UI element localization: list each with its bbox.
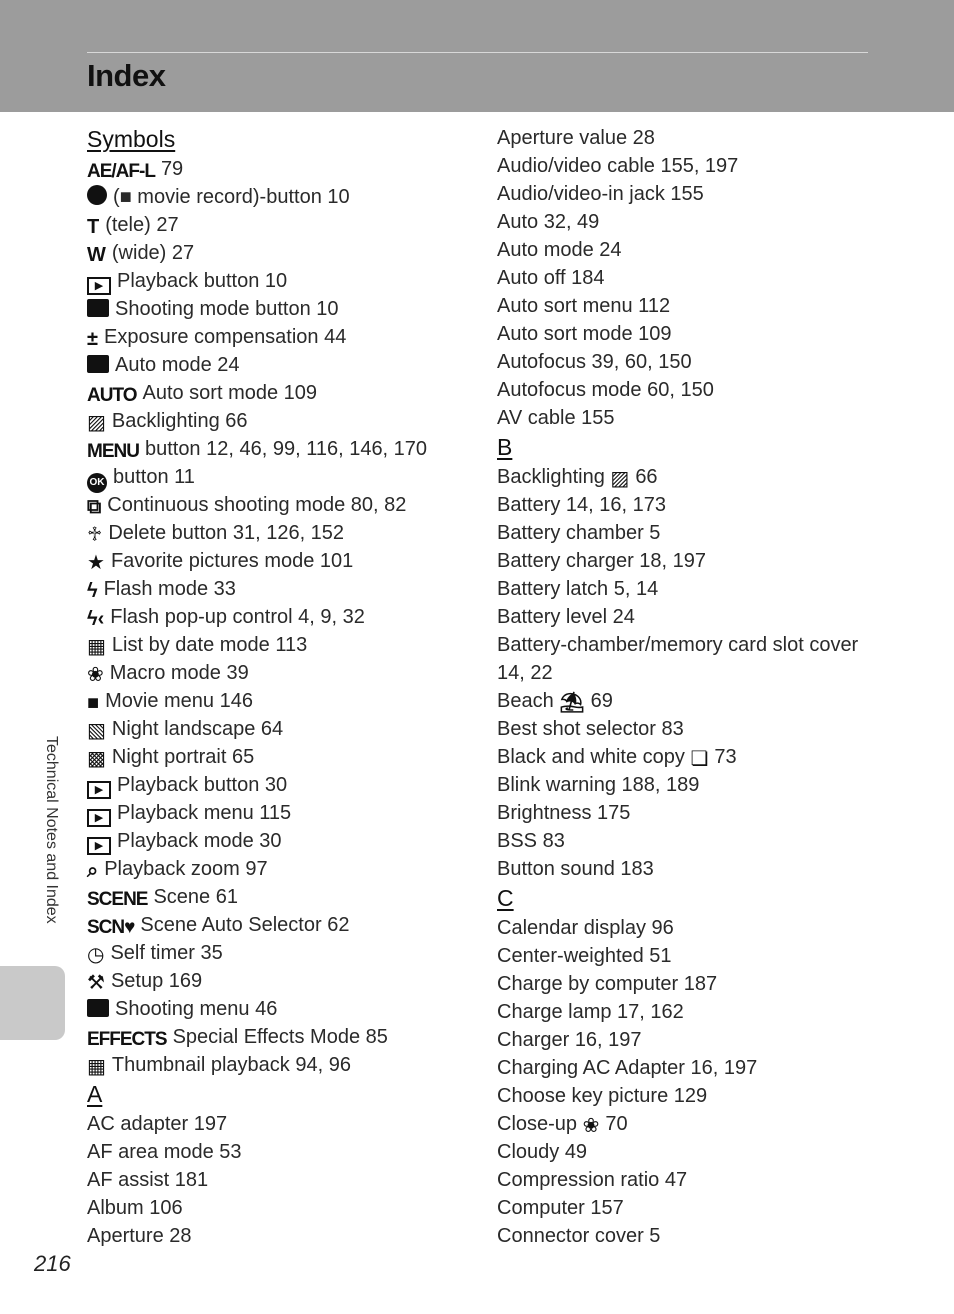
entry-text: Night landscape 64 xyxy=(111,718,284,740)
index-entry xyxy=(87,519,487,547)
ok-icon: OK xyxy=(87,473,107,493)
entry-text: Macro mode 39 xyxy=(109,662,249,684)
entry-text: Blink warning 188, 189 xyxy=(497,774,700,796)
index-entry xyxy=(87,715,487,743)
entry-text: Movie menu 146 xyxy=(105,690,253,712)
index-entry xyxy=(497,1082,877,1110)
entry-text: Compression ratio 47 xyxy=(497,1169,688,1191)
index-entry xyxy=(87,855,487,883)
index-entry xyxy=(87,1023,487,1051)
section-head-b: B xyxy=(497,434,513,460)
section-head-symbols: Symbols xyxy=(87,126,176,152)
index-entry: Audio/video cable 155, 197 xyxy=(497,155,739,177)
entry-text: Cloudy 49 xyxy=(497,1141,588,1163)
movie-icon: ■ xyxy=(87,692,100,714)
b-entries-list xyxy=(497,463,877,883)
entry-text: Battery charger 18, 197 xyxy=(497,550,707,572)
index-entry xyxy=(87,1051,487,1079)
entry-text: Battery latch 5, 14 xyxy=(497,578,659,600)
entry-text: BSS 83 xyxy=(497,830,565,852)
playback-button-icon: ▶ xyxy=(87,781,111,799)
entry-text: 66 xyxy=(635,466,658,488)
index-column-left xyxy=(87,124,487,1250)
index-entry: Autofocus 39, 60, 150 xyxy=(497,351,692,373)
index-column-right xyxy=(497,124,877,1250)
entry-text: Exposure compensation 44 xyxy=(103,326,347,348)
entry-text: Favorite pictures mode 101 xyxy=(110,550,354,572)
index-entry xyxy=(87,659,487,687)
index-entry xyxy=(87,939,487,967)
section-side-tab xyxy=(0,966,65,1040)
index-entry xyxy=(87,491,487,519)
entry-text: Continuous shooting mode 80, 82 xyxy=(107,494,407,516)
entry-text: Black and white copy xyxy=(497,746,685,768)
index-entry: Audio/video-in jack 155 xyxy=(497,183,704,205)
entry-text: Best shot selector 83 xyxy=(497,718,684,740)
entry-text: Battery level 24 xyxy=(497,606,635,628)
entry-text: Setup 169 xyxy=(110,970,203,992)
entry-text: Backlighting xyxy=(497,466,605,488)
index-entry: AF assist 181 xyxy=(87,1169,209,1191)
entry-text: List by date mode 113 xyxy=(111,634,308,656)
self-timer-icon: ◷ xyxy=(87,944,105,966)
section-side-label: Technical Notes and Index xyxy=(43,736,60,924)
index-entry xyxy=(87,295,487,323)
index-entry xyxy=(87,323,487,351)
playback-button-icon: ▶ xyxy=(87,277,111,295)
entry-text: Playback button 30 xyxy=(117,774,288,796)
entry-text: (■ movie record)-button 10 xyxy=(113,186,350,208)
index-entry xyxy=(87,911,487,939)
entry-text: 70 xyxy=(605,1113,628,1135)
index-entry xyxy=(87,743,487,771)
playback-button-icon: ▶ xyxy=(87,809,111,827)
index-entry xyxy=(87,267,487,295)
beach-icon: ⛱ xyxy=(559,692,585,714)
index-entry xyxy=(497,603,877,631)
c-entries-list xyxy=(497,914,877,1250)
a-entries-list-continued xyxy=(497,124,877,432)
entry-text: Connector cover 5 xyxy=(497,1225,661,1247)
entry-text: 79 xyxy=(160,158,184,180)
entry-text: (tele) 27 xyxy=(105,214,179,236)
camera-icon xyxy=(87,299,109,317)
entry-text: Night portrait 65 xyxy=(111,746,255,768)
index-entry: AF area mode 53 xyxy=(87,1141,242,1163)
scene-auto-icon: SCN♥ xyxy=(87,917,135,938)
index-entry xyxy=(497,743,877,771)
section-head-c: C xyxy=(497,885,514,911)
entry-text: Choose key picture 129 xyxy=(497,1085,708,1107)
index-entry xyxy=(497,463,877,491)
entry-text: 69 xyxy=(590,690,613,712)
entry-text: Battery 14, 16, 173 xyxy=(497,494,667,516)
index-entry xyxy=(497,771,877,799)
entry-text: Flash pop-up control 4, 9, 32 xyxy=(110,606,365,628)
entry-text: button 11 xyxy=(113,466,195,488)
index-entry: Album 106 xyxy=(87,1197,183,1219)
entry-text: Thumbnail playback 94, 96 xyxy=(111,1054,351,1076)
playback-button-icon: ▶ xyxy=(87,837,111,855)
index-entry xyxy=(87,435,487,463)
index-entry xyxy=(497,715,877,743)
entry-text: Scene Auto Selector 62 xyxy=(140,914,350,936)
index-entry xyxy=(497,1110,877,1138)
entry-text: Computer 157 xyxy=(497,1197,624,1219)
camera-icon xyxy=(87,999,109,1017)
entry-text: Shooting menu 46 xyxy=(115,998,278,1020)
index-entry xyxy=(87,575,487,603)
index-entry xyxy=(87,407,487,435)
entry-text: Beach xyxy=(497,690,554,712)
index-entry xyxy=(497,631,877,687)
index-entry: Auto sort mode 109 xyxy=(497,323,672,345)
index-entry xyxy=(497,1194,877,1222)
index-entry xyxy=(87,883,487,911)
entry-text: Charge by computer 187 xyxy=(497,973,718,995)
close-up-icon: ❀ xyxy=(582,1115,600,1137)
symbols-list xyxy=(87,155,487,1079)
index-entry xyxy=(87,351,487,379)
index-entry: Auto off 184 xyxy=(497,267,605,289)
setup-wrench-icon: ⚒ xyxy=(87,972,105,994)
index-entry xyxy=(87,155,487,183)
index-entry xyxy=(497,519,877,547)
entry-text: Playback menu 115 xyxy=(117,802,292,824)
flash-icon: ϟ xyxy=(87,580,98,602)
tele-icon: T xyxy=(87,216,100,238)
index-entry xyxy=(497,942,877,970)
index-entry xyxy=(497,914,877,942)
index-entry xyxy=(87,463,487,491)
entry-text: Calendar display 96 xyxy=(497,917,674,939)
macro-icon: ❀ xyxy=(87,664,104,686)
section-head-a: A xyxy=(87,1081,103,1107)
entry-text: Brightness 175 xyxy=(497,802,631,824)
bw-copy-icon: ❏ xyxy=(690,748,709,770)
index-entry xyxy=(87,799,487,827)
index-entry xyxy=(497,1138,877,1166)
index-entry xyxy=(497,491,877,519)
night-landscape-icon: ▧ xyxy=(87,720,106,742)
index-entry xyxy=(87,687,487,715)
entry-text: Charge lamp 17, 162 xyxy=(497,1001,684,1023)
index-entry xyxy=(87,967,487,995)
index-entry xyxy=(87,631,487,659)
entry-text: Delete button 31, 126, 152 xyxy=(108,522,345,544)
movie-record-button-icon xyxy=(87,185,107,205)
backlighting-icon: ▨ xyxy=(87,412,106,434)
night-portrait-icon: ▩ xyxy=(87,748,106,770)
entry-text: 73 xyxy=(714,746,737,768)
scene-icon: SCENE xyxy=(87,889,148,910)
index-entry xyxy=(87,547,487,575)
entry-text: Battery chamber 5 xyxy=(497,522,661,544)
index-entry: AV cable 155 xyxy=(497,407,615,429)
index-entry xyxy=(497,855,877,883)
flash-popup-icon: ϟ‹ xyxy=(87,608,105,630)
exposure-compensation-icon: ± xyxy=(87,328,98,350)
entry-text: Auto sort mode 109 xyxy=(142,382,318,404)
index-entry: Autofocus mode 60, 150 xyxy=(497,379,714,401)
index-entry: Auto 32, 49 xyxy=(497,211,600,233)
page-number: 216 xyxy=(34,1251,71,1276)
entry-text: Scene 61 xyxy=(153,886,238,908)
entry-text: Shooting mode button 10 xyxy=(115,298,339,320)
index-entry xyxy=(497,970,877,998)
index-entry xyxy=(87,995,487,1023)
index-entry xyxy=(497,1222,877,1250)
entry-text: Charger 16, 197 xyxy=(497,1029,642,1051)
index-entry xyxy=(497,827,877,855)
entry-text: Charging AC Adapter 16, 197 xyxy=(497,1057,758,1079)
camera-icon xyxy=(87,355,109,373)
a-entries-list xyxy=(87,1110,487,1250)
index-entry: Aperture 28 xyxy=(87,1225,192,1247)
index-entry xyxy=(497,1166,877,1194)
index-entry xyxy=(87,239,487,267)
entry-text: Button sound 183 xyxy=(497,858,654,880)
auto-sort-icon: AUTO xyxy=(87,385,137,406)
index-entry xyxy=(87,827,487,855)
index-entry: Auto mode 24 xyxy=(497,239,622,261)
index-entry xyxy=(497,1026,877,1054)
entry-text: Playback button 10 xyxy=(117,270,288,292)
index-entry xyxy=(87,379,487,407)
index-entry: Aperture value 28 xyxy=(497,127,655,149)
index-entry xyxy=(87,771,487,799)
wide-icon: W xyxy=(87,244,106,266)
zoom-icon: ⌕ xyxy=(87,860,99,882)
entry-text: Center-weighted 51 xyxy=(497,945,672,967)
entry-text: Close-up xyxy=(497,1113,578,1135)
index-entry: AC adapter 197 xyxy=(87,1113,228,1135)
ae-af-lock-icon: AE/AF-L xyxy=(87,161,155,182)
effects-icon: EFFECTS xyxy=(87,1029,167,1050)
entry-text: Auto mode 24 xyxy=(115,354,240,376)
entry-text: Playback zoom 97 xyxy=(104,858,268,880)
entry-text: Battery-chamber/memory card slot cover 14, 22 xyxy=(497,634,859,684)
entry-text: Special Effects Mode 85 xyxy=(172,1026,388,1048)
entry-text: (wide) 27 xyxy=(111,242,195,264)
continuous-shooting-icon: ⧉ xyxy=(87,496,102,518)
index-entry xyxy=(497,575,877,603)
page-header xyxy=(0,0,954,112)
index-entry xyxy=(497,1054,877,1082)
thumbnail-icon: ▦ xyxy=(87,1056,106,1078)
index-entry xyxy=(87,603,487,631)
trash-icon: ♱ xyxy=(87,524,103,546)
index-entry xyxy=(497,998,877,1026)
entry-text: button 12, 46, 99, 116, 146, 170 xyxy=(144,438,428,460)
entry-text: Self timer 35 xyxy=(110,942,223,964)
index-entry xyxy=(87,183,487,211)
menu-icon: MENU xyxy=(87,441,139,462)
page-title: Index xyxy=(87,58,166,93)
entry-text: Backlighting 66 xyxy=(111,410,248,432)
index-entry xyxy=(497,799,877,827)
index-entry xyxy=(497,687,877,715)
entry-text: Flash mode 33 xyxy=(103,578,236,600)
entry-text: Playback mode 30 xyxy=(117,830,282,852)
index-entry xyxy=(87,211,487,239)
calendar-icon: ▦ xyxy=(87,636,106,658)
index-entry xyxy=(497,547,877,575)
index-entry: Auto sort menu 112 xyxy=(497,295,671,317)
header-rule xyxy=(87,52,868,53)
backlighting-icon: ▨ xyxy=(610,468,630,490)
favorite-icon: ★ xyxy=(87,552,105,574)
